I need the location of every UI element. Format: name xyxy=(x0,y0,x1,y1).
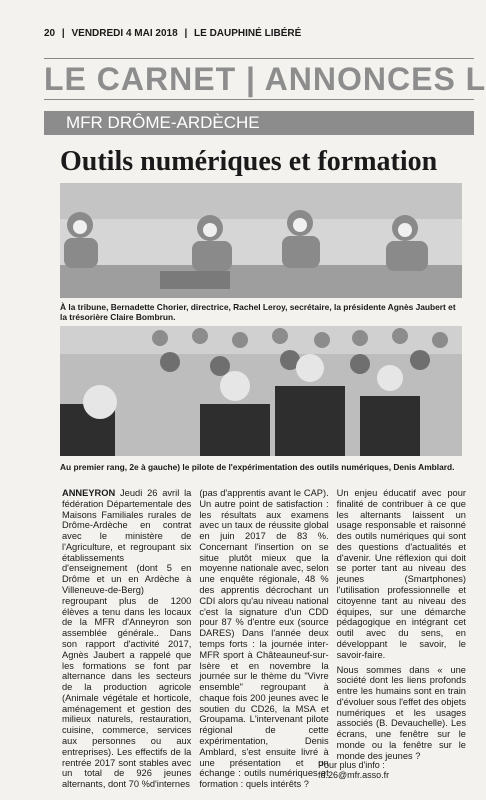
photo-audience xyxy=(60,326,462,456)
section-banner: LE CARNET | ANNONCES L xyxy=(44,58,474,100)
photo-audience-drawing xyxy=(60,326,462,456)
article-paragraph xyxy=(62,488,191,790)
photo-caption-tribune: À la tribune, Bernadette Chorier, directrice, Rachel Leroy, secrétaire, la présidente Agnès Jaubert et la trésorière Claire Bombrun. xyxy=(60,302,456,323)
contact-email: fd.26@mfr.asso.fr xyxy=(318,770,390,780)
photo-caption-audience: Au premier rang, 2e à gauche) le pilote de l'expérimentation des outils numériques, Denis Amblard. xyxy=(60,462,455,472)
page-number: 20 xyxy=(44,28,56,39)
issue-date: VENDREDI 4 MAI 2018 xyxy=(71,28,178,39)
contact-info xyxy=(318,760,389,780)
article-headline: Outils numériques et formation xyxy=(60,146,438,177)
header-separator: | xyxy=(184,28,188,39)
article-paragraph: Nous sommes dans « une société dont les liens profonds entre les humains sont en train d'évoluer sous l'effet des objets numériques et les usages associés (B. Devauchelle). Les écrans, une fenêtre sur le monde ou la fenêtre sur le monde des jeunes ? xyxy=(336,664,466,761)
article-body xyxy=(62,488,466,790)
article-paragraph: (pas d'apprentis avant le CAP). Un autre point de satisfaction : les résultats aux examens avec un taux de réussite global en juin 2017 de 83 %. Concernant l'insertion on se situe plutôt mieux que la moyenne nationale avec, selon une enquête régionale, 48 % des apprentis décrochant un CDI alors qu'au niveau national c'est la signature d'un CDD pour 87 % d'entre eux (source DARES) Dans l'année deux temps forts : la journée inter-MFR sport à Châteauneuf-sur-Isère et en novembre la journée sur le thème du "Vivre ensemble" regroupant à chaque fois 200 jeunes avec le soutien du CD26, la MSA et Groupama. L'intervenant pilote régional de cette expérimentation, Denis Amblard, s'est ensuite livré à une présentation et un échange : outils numériques et formation : quels intérêts ? xyxy=(199,488,329,790)
article-column-3 xyxy=(337,488,466,780)
article-text: Jeudi 26 avril la fédération Départementale des Maisons Familiales rurales de Drôme-Ardèche en contrat avec le ministère de l'Agriculture, et regroupant six établissements d'enseignement (dont 5 en Drôme et un en Ardèche à Villeneuve-de-Berg) regroupant plus de 1200 élèves a tenu dans les locaux de la MFR d'Anneyron son assemblée générale.. Dans son rapport d'activité 2017, Agnès Jaubert a rappelé que les formations se font par alternance dans les secteurs de la production agricole (Animale végétale et horticole, aménagement et gestion des milieux naturels, restauration, cuisine, commerce, services aux personnes ou aux entreprises). Les effectifs de la rentrée 2017 sont stables avec un total de 926 jeunes alternants, dont 70 %d'internes xyxy=(62,488,192,790)
page-header xyxy=(44,28,305,39)
subsection-label: MFR DRÔME-ARDÈCHE xyxy=(44,111,474,135)
article-column-2 xyxy=(199,488,329,790)
header-separator: | xyxy=(61,28,65,39)
photo-tribune xyxy=(60,183,462,298)
article-column-1 xyxy=(62,488,192,790)
contact-label: Pour plus d'info : xyxy=(318,760,385,770)
publication-name: LE DAUPHINÉ LIBÉRÉ xyxy=(194,28,302,39)
article-dateline: ANNEYRON xyxy=(62,488,116,498)
article-paragraph: Un enjeu éducatif avec pour finalité de contribuer à ce que les alternants laissent un usage responsable et raisonné des outils numériques qui sont des questions d'actualités et d'avenir. Une réflexion qui doit se porter tant au niveau des jeunes (Smartphones) l'utilisation professionnelle et citoyenne tant au niveau des équipes, sur une démarche pédagogique en intégrant cet outil avec du sens, en développant le savoir, le savoir-faire. xyxy=(336,488,466,660)
photo-tribune-drawing xyxy=(60,183,462,298)
